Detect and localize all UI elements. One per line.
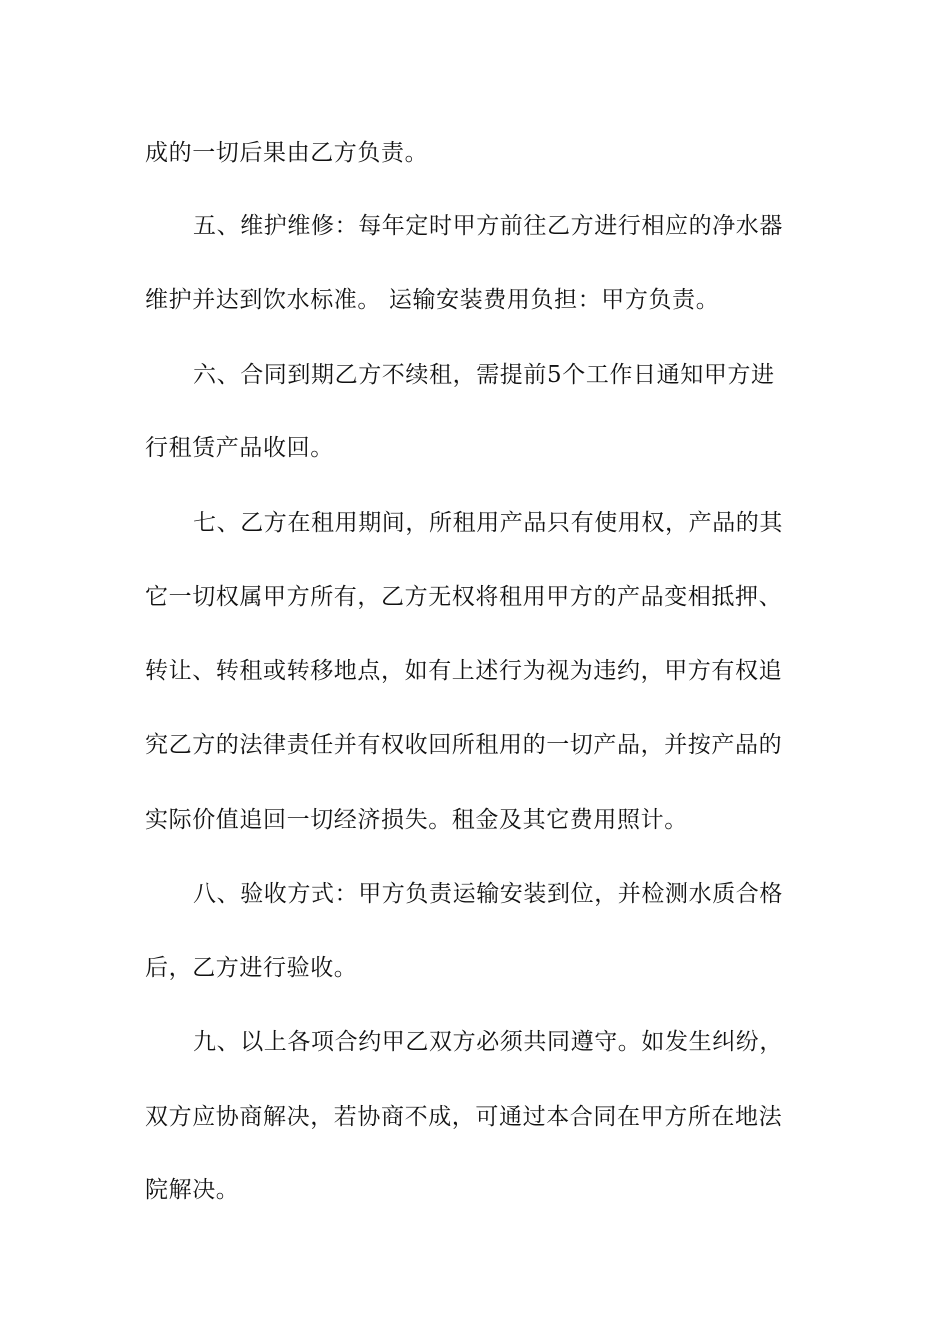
clause-5-line: 五、维护维修：每年定时甲方前往乙方进行相应的净水器 [193, 213, 783, 239]
clause-7-line: 七、乙方在租用期间，所租用产品只有使用权，产品的其 [193, 510, 783, 536]
text-line: 院解决。 [145, 1177, 240, 1203]
text-line: 转让、转租或转移地点，如有上述行为视为违约，甲方有权追 [145, 658, 783, 684]
text-line: 双方应协商解决，若协商不成，可通过本合同在甲方所在地法 [145, 1104, 783, 1130]
text-line: 它一切权属甲方所有，乙方无权将租用甲方的产品变相抵押、 [145, 584, 783, 610]
text-line: 维护并达到饮水标准。 运输安装费用负担：甲方负责。 [145, 287, 720, 313]
clause-9-line: 九、以上各项合约甲乙双方必须共同遵守。如发生纠纷， [193, 1029, 783, 1055]
text-line: 实际价值追回一切经济损失。租金及其它费用照计。 [145, 807, 688, 833]
text-line: 究乙方的法律责任并有权收回所租用的一切产品，并按产品的 [145, 732, 783, 758]
text-line: 后，乙方进行验收。 [145, 955, 358, 981]
text-line: 行租赁产品收回。 [145, 435, 334, 461]
text-line: 成的一切后果由乙方负责。 [145, 140, 429, 166]
clause-6-line: 六、合同到期乙方不续租，需提前5个工作日通知甲方进 [193, 362, 775, 388]
clause-8-line: 八、验收方式：甲方负责运输安装到位，并检测水质合格 [193, 881, 783, 907]
